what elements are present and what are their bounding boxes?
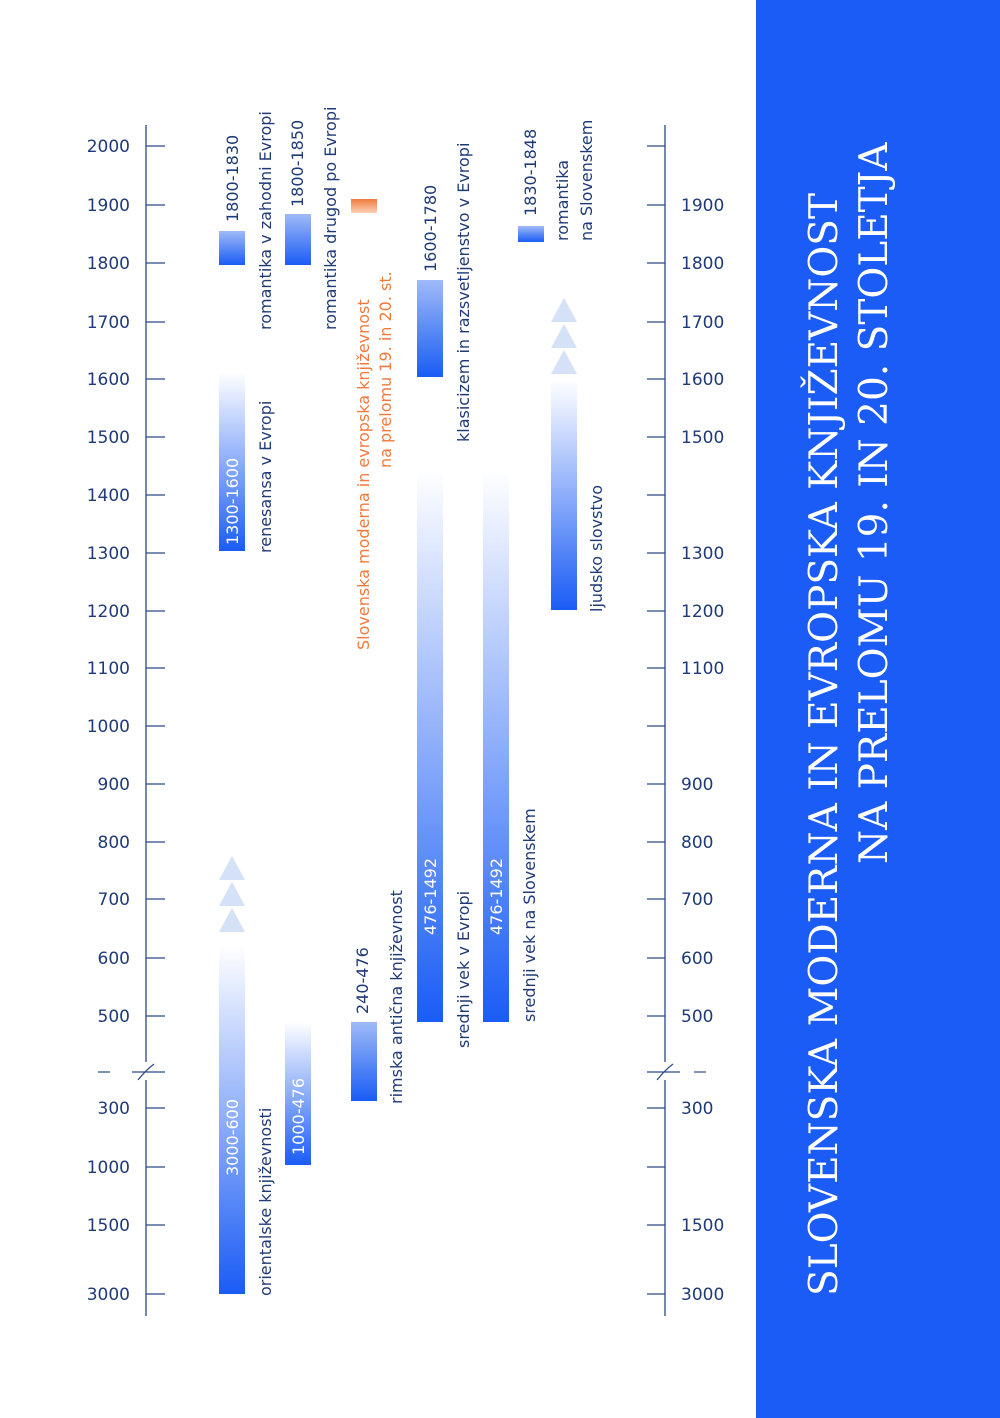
axes	[87, 125, 725, 1316]
axis-left-label: 1600	[86, 370, 130, 390]
bar-klasicizem-label: klasicizem in razsvetljenstvo v Evropi	[454, 142, 473, 442]
bar-srednji-evropa-years: 476-1492	[421, 857, 440, 935]
bar-srednji-evropa-label: srednji vek v Evropi	[454, 890, 473, 1048]
bar-romantika-drugod	[285, 107, 340, 330]
bar-klasicizem-years: 1600-1780	[421, 184, 440, 272]
axis-left-label: 500	[97, 1007, 130, 1027]
axis-right-label: 1800	[681, 254, 725, 274]
axis-right-label: 1500	[681, 1216, 725, 1236]
bar-romantika-drugod-rect	[285, 214, 311, 265]
axis-right-label: 300	[681, 1099, 714, 1119]
title-line-1: SLOVENSKA MODERNA IN EVROPSKA KNJIŽEVNOST	[802, 192, 847, 1296]
axis-right-label: 800	[681, 833, 714, 853]
bar-renesansa-years: 1300-1600	[223, 457, 242, 545]
axis-right-label: 1500	[681, 428, 725, 448]
axis-left-label: 1000	[86, 1158, 130, 1178]
axis-left-label: 2000	[86, 137, 130, 157]
axis-right-break	[647, 1064, 706, 1080]
bar-klasicizem-rect	[417, 280, 443, 377]
bar-anticna	[351, 890, 406, 1104]
bar-srednji-slovensko-rect	[483, 470, 509, 1022]
bar-orientalske-label: orientalske književnosti	[256, 1107, 275, 1296]
bar-romantika-slovensko-rect	[518, 226, 544, 242]
bar-romantika-slovensko-years: 1830-1848	[521, 128, 540, 216]
bar-anticna-label: rimska antična književnost	[387, 890, 406, 1104]
orientalske-arrow-icon	[219, 856, 245, 932]
bar-1000-476	[285, 1022, 311, 1165]
bar-romantika-zahod	[219, 111, 275, 330]
axis-left-label: 1400	[86, 486, 130, 506]
bar-srednji-slovensko-years: 476-1492	[487, 857, 506, 935]
bar-klasicizem	[417, 143, 473, 442]
axis-left-label: 900	[97, 775, 130, 795]
axis-left-label: 3000	[86, 1285, 130, 1305]
axis-right-label: 1600	[681, 370, 725, 390]
bar-anticna-years: 240-476	[353, 947, 372, 1014]
axis-left-label: 1200	[86, 602, 130, 622]
highlight-line-2: na prelomu 19. in 20. st.	[376, 271, 395, 468]
bar-romantika-zahod-rect	[219, 231, 245, 265]
axis-left-label: 1900	[86, 196, 130, 216]
bar-orientalske-years: 3000-600	[223, 1098, 242, 1176]
bar-1000-476-years: 1000-476	[289, 1077, 308, 1155]
bars	[219, 107, 606, 1296]
axis-left-label: 1500	[86, 428, 130, 448]
axis-left-label: 1500	[86, 1216, 130, 1236]
axis-right-label: 1700	[681, 313, 725, 333]
bar-romantika-slovensko	[518, 120, 596, 242]
axis-right-label: 700	[681, 890, 714, 910]
bar-romantika-drugod-years: 1800-1850	[288, 119, 307, 207]
axis-left-break	[98, 1064, 165, 1080]
bar-srednji-slovensko-label: srednji vek na Slovenskem	[520, 808, 539, 1022]
axis-left-label: 800	[97, 833, 130, 853]
axis-right-label: 600	[681, 949, 714, 969]
axis-right	[647, 125, 724, 1316]
bar-srednji-evropa	[417, 470, 473, 1048]
bar-renesansa-label: renesansa v Evropi	[256, 400, 275, 553]
axis-left-label: 700	[97, 890, 130, 910]
axis-right-label: 1900	[681, 196, 725, 216]
highlight-line-1: Slovenska moderna in evropska književnost	[354, 299, 373, 650]
bar-romantika-zahod-label: romantika v zahodni Evropi	[256, 111, 275, 330]
bar-romantika-slovensko-label-2: na Slovenskem	[577, 119, 596, 241]
axis-left-label: 300	[97, 1099, 130, 1119]
axis-right-label: 1100	[681, 659, 725, 679]
bar-orientalske	[219, 945, 275, 1296]
axis-left-label: 1800	[86, 254, 130, 274]
bar-romantika-drugod-label: romantika drugod po Evropi	[321, 106, 340, 330]
axis-left-label: 1700	[86, 313, 130, 333]
axis-right-label: 3000	[681, 1285, 725, 1305]
bar-ljudsko-label: ljudsko slovstvo	[587, 485, 606, 612]
axis-left-label: 1100	[86, 659, 130, 679]
axis-right-label: 1200	[681, 602, 725, 622]
title-line-2: NA PRELOMU 19. IN 20. STOLETJA	[852, 142, 897, 864]
highlight-marker	[351, 199, 377, 213]
axis-left	[87, 125, 165, 1316]
bar-anticna-rect	[351, 1022, 377, 1101]
bar-ljudsko-rect	[551, 380, 577, 610]
bar-romantika-zahod-years: 1800-1830	[223, 134, 242, 222]
axis-left-label: 600	[97, 949, 130, 969]
bar-ljudsko	[551, 380, 606, 612]
axis-left-label: 1300	[86, 544, 130, 564]
axis-right-label: 900	[681, 775, 714, 795]
axis-right-label: 1300	[681, 544, 725, 564]
bar-romantika-slovensko-label-1: romantika	[553, 159, 572, 241]
axis-right-label: 500	[681, 1007, 714, 1027]
bar-srednji-evropa-rect	[417, 470, 443, 1022]
bar-renesansa	[219, 372, 275, 553]
ljudsko-arrow-icon	[551, 298, 577, 374]
axis-left-label: 1000	[86, 717, 130, 737]
bar-srednji-slovensko	[483, 470, 539, 1022]
